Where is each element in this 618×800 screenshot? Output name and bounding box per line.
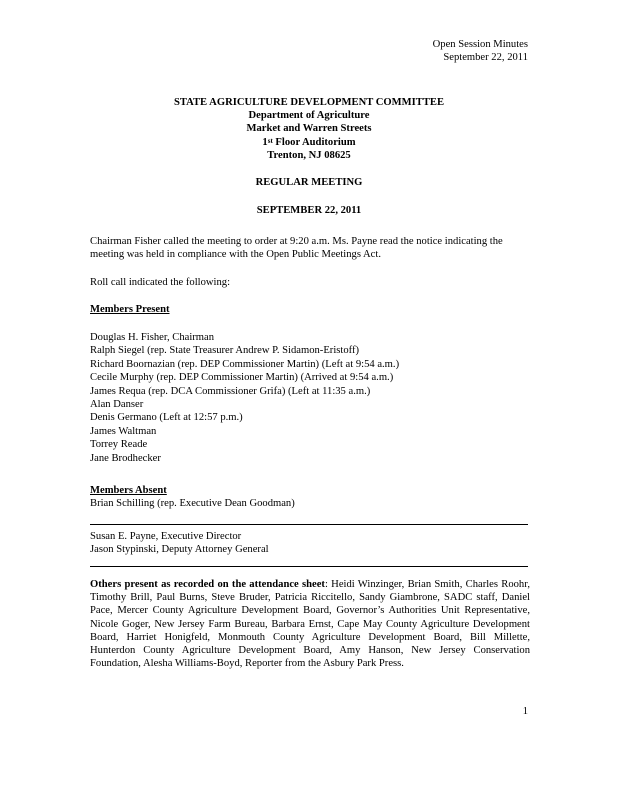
list-item: Richard Boornazian (rep. DEP Commissioner Martin) (Left at 9:54 a.m.)	[90, 358, 400, 370]
list-item: Cecile Murphy (rep. DEP Commissioner Martin) (Arrived at 9:54 a.m.)	[90, 372, 394, 384]
list-item: Jane Brodhecker	[90, 452, 161, 464]
staff-list	[90, 530, 269, 556]
attendance-names: : Heidi Winzinger, Brian Smith, Charles Roohr, Timothy Brill, Paul Burns, Steve Bruder, Patricia Riccitello, Sandy Giambrone, SADC staff, Daniel Pace, Mercer County Agriculture Development Board, Governor’s Authorities Unit Representative, Nicole Goger, New Jersey Farm Bureau, Barbara Ernst, Cape May County Agriculture Development Board, Harriet Honigfeld, Monmouth County Agriculture Development Board, Bill Millette, Hunterdon County Agriculture Development Board, Amy Hanson, New Jersey Conservation Foundation, Alesha Williams-Boyd, Reporter from the Asbury Park Press.	[90, 579, 530, 670]
list-item: Denis Germano (Left at 12:57 p.m.)	[90, 412, 243, 424]
list-item: Torrey Reade	[90, 439, 148, 451]
floor-suffix: st	[267, 136, 273, 145]
attendance-paragraph	[90, 578, 530, 670]
city-address: Trenton, NJ 08625	[267, 149, 351, 161]
list-item: James Requa (rep. DCA Commissioner Grifa) (Left at 11:35 a.m.)	[90, 385, 371, 397]
header-title: Open Session Minutes	[432, 39, 528, 50]
meeting-type: REGULAR MEETING	[255, 177, 363, 188]
floor-number: 1	[262, 136, 268, 148]
members-absent-heading: Members Absent	[90, 485, 167, 496]
list-item: Ralph Siegel (rep. State Treasurer Andrew P. Sidamon-Eristoff)	[90, 345, 360, 357]
list-item: Brian Schilling (rep. Executive Dean Goodman)	[90, 498, 295, 509]
floor-rest: Floor Auditorium	[272, 136, 356, 148]
divider	[90, 524, 528, 525]
call-to-order-paragraph: Chairman Fisher called the meeting to order at 9:20 a.m. Ms. Payne read the notice indicating the meeting was held in compliance with the Open Public Meetings Act.	[90, 236, 503, 260]
committee-name: STATE AGRICULTURE DEVELOPMENT COMMITTEE	[173, 97, 445, 108]
meeting-date: SEPTEMBER 22, 2011	[256, 205, 362, 216]
members-present-list	[90, 331, 399, 465]
list-item: James Waltman	[90, 425, 157, 437]
header-date: September 22, 2011	[443, 52, 528, 63]
page-number: 1	[522, 706, 528, 717]
list-item: Douglas H. Fisher, Chairman	[90, 332, 215, 343]
list-item: Susan E. Payne, Executive Director	[90, 531, 242, 542]
title-block	[0, 96, 618, 162]
department-name: Department of Agriculture	[248, 110, 370, 122]
divider	[90, 566, 528, 567]
list-item: Alan Danser	[90, 399, 144, 411]
roll-call-paragraph: Roll call indicated the following:	[90, 277, 231, 288]
floor-location	[0, 136, 618, 149]
attendance-lead: Others present as recorded on the attendance sheet	[90, 579, 325, 590]
members-present-heading: Members Present	[90, 304, 170, 315]
list-item: Jason Stypinski, Deputy Attorney General	[90, 544, 269, 555]
running-header	[433, 38, 528, 64]
street-address: Market and Warren Streets	[246, 123, 372, 135]
